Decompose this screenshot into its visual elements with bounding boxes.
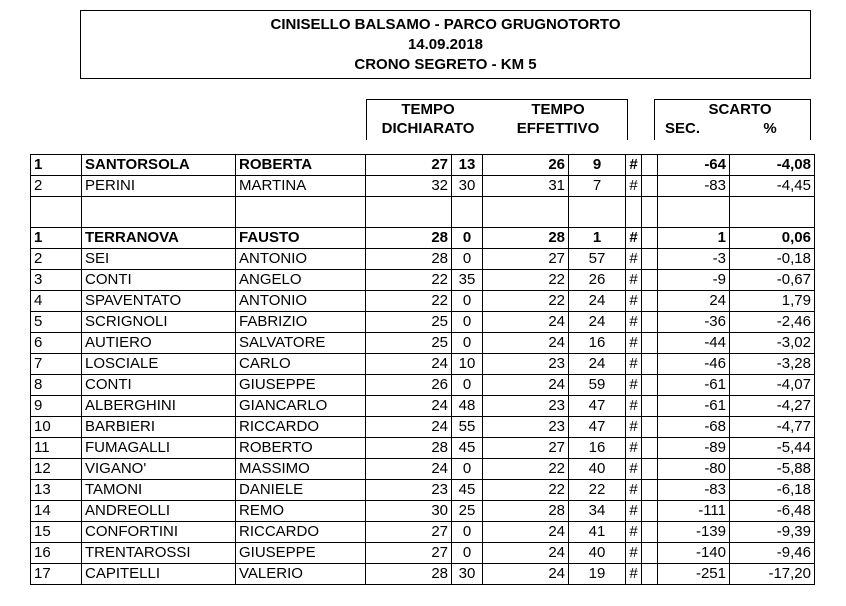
position-cell: 6: [31, 333, 82, 354]
gap-percent-cell: -4,45: [730, 176, 815, 197]
position-cell: 2: [31, 249, 82, 270]
gap-percent-cell: -4,07: [730, 375, 815, 396]
surname-cell: TRENTAROSSI: [82, 543, 236, 564]
declared-seconds-cell: 35: [452, 270, 483, 291]
actual-seconds-cell: 16: [569, 333, 626, 354]
empty-cell: [642, 354, 658, 375]
surname-cell: VIGANO': [82, 459, 236, 480]
table-row: [31, 176, 815, 197]
actual-minutes-cell: 22: [483, 459, 569, 480]
actual-minutes-cell: 27: [483, 249, 569, 270]
header-tempo-label: TEMPO: [531, 101, 585, 118]
hash-cell: #: [626, 333, 642, 354]
gap-seconds-cell: -44: [658, 333, 730, 354]
declared-seconds-cell: 0: [452, 228, 483, 249]
surname-cell: SCRIGNOLI: [82, 312, 236, 333]
declared-seconds-cell: 55: [452, 417, 483, 438]
empty-cell: [642, 176, 658, 197]
gap-seconds-cell: -68: [658, 417, 730, 438]
surname-cell: TERRANOVA: [82, 228, 236, 249]
header-tempo-effettivo: [500, 100, 616, 138]
header-pct: %: [763, 120, 777, 137]
hash-cell: #: [626, 375, 642, 396]
declared-seconds-cell: 0: [452, 291, 483, 312]
declared-seconds-cell: 0: [452, 543, 483, 564]
position-cell: 17: [31, 564, 82, 585]
declared-seconds-cell: 30: [452, 564, 483, 585]
declared-seconds-cell: 48: [452, 396, 483, 417]
declared-seconds-cell: 0: [452, 312, 483, 333]
table-row: [31, 291, 815, 312]
header-scarto: SCARTO: [708, 101, 772, 118]
declared-minutes-cell: 23: [366, 480, 452, 501]
table-row: [31, 543, 815, 564]
actual-seconds-cell: 19: [569, 564, 626, 585]
group-separator: [31, 197, 815, 228]
surname-cell: ALBERGHINI: [82, 396, 236, 417]
hash-cell: #: [626, 228, 642, 249]
surname-cell: CONTI: [82, 270, 236, 291]
empty-cell: [642, 375, 658, 396]
actual-seconds-cell: 9: [569, 155, 626, 176]
gap-percent-cell: -5,44: [730, 438, 815, 459]
first-name-cell: ANTONIO: [236, 249, 366, 270]
gap-percent-cell: -3,02: [730, 333, 815, 354]
header-tempo-dichiarato: [370, 100, 486, 138]
surname-cell: AUTIERO: [82, 333, 236, 354]
declared-minutes-cell: 28: [366, 438, 452, 459]
gap-seconds-cell: -9: [658, 270, 730, 291]
first-name-cell: GIANCARLO: [236, 396, 366, 417]
hash-cell: #: [626, 522, 642, 543]
results-table: [30, 154, 815, 585]
first-name-cell: ANTONIO: [236, 291, 366, 312]
declared-minutes-cell: 27: [366, 522, 452, 543]
gap-percent-cell: -4,27: [730, 396, 815, 417]
table-row: [31, 438, 815, 459]
actual-seconds-cell: 40: [569, 543, 626, 564]
hash-cell: #: [626, 354, 642, 375]
table-row: [31, 228, 815, 249]
empty-cell: [642, 480, 658, 501]
gap-seconds-cell: 1: [658, 228, 730, 249]
hash-cell: #: [626, 564, 642, 585]
gap-seconds-cell: -61: [658, 375, 730, 396]
declared-minutes-cell: 28: [366, 228, 452, 249]
actual-seconds-cell: 57: [569, 249, 626, 270]
table-row: [31, 459, 815, 480]
hash-cell: #: [626, 312, 642, 333]
actual-minutes-cell: 23: [483, 396, 569, 417]
declared-minutes-cell: 25: [366, 312, 452, 333]
position-cell: 5: [31, 312, 82, 333]
gap-percent-cell: -9,39: [730, 522, 815, 543]
gap-seconds-cell: -111: [658, 501, 730, 522]
first-name-cell: GIUSEPPE: [236, 543, 366, 564]
gap-seconds-cell: -64: [658, 155, 730, 176]
first-name-cell: REMO: [236, 501, 366, 522]
actual-seconds-cell: 40: [569, 459, 626, 480]
gap-percent-cell: -0,67: [730, 270, 815, 291]
header-tempo-label: TEMPO: [401, 101, 455, 118]
header-sec: SEC.: [665, 120, 701, 137]
surname-cell: SANTORSOLA: [82, 155, 236, 176]
first-name-cell: MASSIMO: [236, 459, 366, 480]
empty-cell: [642, 543, 658, 564]
event-title-box: [80, 10, 811, 79]
declared-minutes-cell: 24: [366, 396, 452, 417]
gap-percent-cell: -4,08: [730, 155, 815, 176]
hash-cell: #: [626, 155, 642, 176]
hash-cell: #: [626, 459, 642, 480]
hash-cell: #: [626, 291, 642, 312]
declared-minutes-cell: 26: [366, 375, 452, 396]
position-cell: 1: [31, 228, 82, 249]
hash-cell: #: [626, 438, 642, 459]
hash-cell: #: [626, 270, 642, 291]
actual-seconds-cell: 24: [569, 312, 626, 333]
first-name-cell: FAUSTO: [236, 228, 366, 249]
gap-percent-cell: -9,46: [730, 543, 815, 564]
empty-cell: [642, 438, 658, 459]
table-row: [31, 312, 815, 333]
table-row: [31, 522, 815, 543]
position-cell: 13: [31, 480, 82, 501]
actual-seconds-cell: 1: [569, 228, 626, 249]
gap-seconds-cell: -61: [658, 396, 730, 417]
declared-minutes-cell: 32: [366, 176, 452, 197]
declared-minutes-cell: 27: [366, 543, 452, 564]
surname-cell: BARBIERI: [82, 417, 236, 438]
first-name-cell: ROBERTA: [236, 155, 366, 176]
actual-seconds-cell: 34: [569, 501, 626, 522]
empty-cell: [642, 312, 658, 333]
gap-seconds-cell: -80: [658, 459, 730, 480]
gap-seconds-cell: -139: [658, 522, 730, 543]
declared-seconds-cell: 45: [452, 480, 483, 501]
actual-seconds-cell: 24: [569, 354, 626, 375]
empty-cell: [642, 155, 658, 176]
declared-seconds-cell: 13: [452, 155, 483, 176]
declared-minutes-cell: 28: [366, 564, 452, 585]
gap-percent-cell: -6,48: [730, 501, 815, 522]
actual-minutes-cell: 27: [483, 438, 569, 459]
gap-seconds-cell: -140: [658, 543, 730, 564]
empty-cell: [642, 249, 658, 270]
declared-seconds-cell: 0: [452, 333, 483, 354]
declared-seconds-cell: 0: [452, 375, 483, 396]
position-cell: 2: [31, 176, 82, 197]
surname-cell: SEI: [82, 249, 236, 270]
gap-seconds-cell: -3: [658, 249, 730, 270]
declared-seconds-cell: 0: [452, 249, 483, 270]
hash-cell: #: [626, 543, 642, 564]
declared-seconds-cell: 25: [452, 501, 483, 522]
actual-seconds-cell: 47: [569, 396, 626, 417]
hash-cell: #: [626, 417, 642, 438]
actual-minutes-cell: 23: [483, 417, 569, 438]
surname-cell: TAMONI: [82, 480, 236, 501]
surname-cell: CONTI: [82, 375, 236, 396]
surname-cell: ANDREOLLI: [82, 501, 236, 522]
position-cell: 12: [31, 459, 82, 480]
gap-percent-cell: -17,20: [730, 564, 815, 585]
event-date: 14.09.2018: [407, 36, 484, 53]
actual-minutes-cell: 24: [483, 375, 569, 396]
empty-cell: [642, 417, 658, 438]
position-cell: 7: [31, 354, 82, 375]
gap-seconds-cell: -83: [658, 480, 730, 501]
position-cell: 1: [31, 155, 82, 176]
gap-percent-cell: -2,46: [730, 312, 815, 333]
header-dichiarato-label: DICHIARATO: [381, 120, 475, 137]
position-cell: 14: [31, 501, 82, 522]
gap-percent-cell: -0,18: [730, 249, 815, 270]
event-subtitle: CRONO SEGRETO - KM 5: [354, 56, 537, 73]
position-cell: 9: [31, 396, 82, 417]
table-row: [31, 564, 815, 585]
actual-minutes-cell: 24: [483, 564, 569, 585]
gap-seconds-cell: -36: [658, 312, 730, 333]
declared-seconds-cell: 0: [452, 459, 483, 480]
empty-cell: [642, 564, 658, 585]
position-cell: 4: [31, 291, 82, 312]
header-effettivo-label: EFFETTIVO: [516, 120, 600, 137]
position-cell: 11: [31, 438, 82, 459]
first-name-cell: VALERIO: [236, 564, 366, 585]
first-name-cell: ROBERTO: [236, 438, 366, 459]
declared-minutes-cell: 22: [366, 291, 452, 312]
surname-cell: PERINI: [82, 176, 236, 197]
first-name-cell: FABRIZIO: [236, 312, 366, 333]
declared-minutes-cell: 27: [366, 155, 452, 176]
first-name-cell: RICCARDO: [236, 417, 366, 438]
table-row: [31, 249, 815, 270]
first-name-cell: RICCARDO: [236, 522, 366, 543]
position-cell: 10: [31, 417, 82, 438]
gap-percent-cell: -5,88: [730, 459, 815, 480]
gap-percent-cell: -3,28: [730, 354, 815, 375]
declared-minutes-cell: 24: [366, 354, 452, 375]
gap-seconds-cell: 24: [658, 291, 730, 312]
declared-minutes-cell: 24: [366, 417, 452, 438]
actual-minutes-cell: 24: [483, 522, 569, 543]
actual-seconds-cell: 16: [569, 438, 626, 459]
actual-minutes-cell: 31: [483, 176, 569, 197]
empty-cell: [642, 270, 658, 291]
actual-minutes-cell: 22: [483, 480, 569, 501]
hash-cell: #: [626, 396, 642, 417]
actual-seconds-cell: 47: [569, 417, 626, 438]
gap-percent-cell: -4,77: [730, 417, 815, 438]
gap-seconds-cell: -83: [658, 176, 730, 197]
actual-minutes-cell: 22: [483, 291, 569, 312]
table-row: [31, 333, 815, 354]
gap-percent-cell: 1,79: [730, 291, 815, 312]
empty-cell: [642, 396, 658, 417]
first-name-cell: SALVATORE: [236, 333, 366, 354]
first-name-cell: CARLO: [236, 354, 366, 375]
surname-cell: CAPITELLI: [82, 564, 236, 585]
declared-seconds-cell: 10: [452, 354, 483, 375]
position-cell: 3: [31, 270, 82, 291]
actual-seconds-cell: 26: [569, 270, 626, 291]
surname-cell: SPAVENTATO: [82, 291, 236, 312]
gap-percent-cell: 0,06: [730, 228, 815, 249]
gap-seconds-cell: -251: [658, 564, 730, 585]
empty-cell: [642, 333, 658, 354]
actual-minutes-cell: 24: [483, 312, 569, 333]
actual-seconds-cell: 7: [569, 176, 626, 197]
hash-cell: #: [626, 480, 642, 501]
group-1-rows: [31, 155, 815, 197]
table-row: [31, 417, 815, 438]
first-name-cell: ANGELO: [236, 270, 366, 291]
actual-seconds-cell: 22: [569, 480, 626, 501]
surname-cell: CONFORTINI: [82, 522, 236, 543]
actual-minutes-cell: 24: [483, 543, 569, 564]
table-row: [31, 270, 815, 291]
position-cell: 8: [31, 375, 82, 396]
actual-minutes-cell: 28: [483, 228, 569, 249]
first-name-cell: MARTINA: [236, 176, 366, 197]
empty-cell: [642, 522, 658, 543]
surname-cell: LOSCIALE: [82, 354, 236, 375]
actual-seconds-cell: 24: [569, 291, 626, 312]
hash-cell: #: [626, 501, 642, 522]
actual-minutes-cell: 22: [483, 270, 569, 291]
actual-minutes-cell: 26: [483, 155, 569, 176]
declared-minutes-cell: 30: [366, 501, 452, 522]
actual-minutes-cell: 28: [483, 501, 569, 522]
gap-seconds-cell: -46: [658, 354, 730, 375]
first-name-cell: GIUSEPPE: [236, 375, 366, 396]
table-row: [31, 354, 815, 375]
table-row: [31, 480, 815, 501]
empty-cell: [642, 501, 658, 522]
actual-seconds-cell: 59: [569, 375, 626, 396]
surname-cell: FUMAGALLI: [82, 438, 236, 459]
event-title: CINISELLO BALSAMO - PARCO GRUGNOTORTO: [270, 16, 621, 33]
declared-minutes-cell: 25: [366, 333, 452, 354]
empty-cell: [642, 291, 658, 312]
declared-minutes-cell: 24: [366, 459, 452, 480]
gap-percent-cell: -6,18: [730, 480, 815, 501]
empty-cell: [642, 228, 658, 249]
declared-seconds-cell: 30: [452, 176, 483, 197]
declared-seconds-cell: 0: [452, 522, 483, 543]
declared-minutes-cell: 22: [366, 270, 452, 291]
hash-cell: #: [626, 176, 642, 197]
group-2-rows: [31, 228, 815, 585]
gap-seconds-cell: -89: [658, 438, 730, 459]
first-name-cell: DANIELE: [236, 480, 366, 501]
actual-minutes-cell: 23: [483, 354, 569, 375]
position-cell: 15: [31, 522, 82, 543]
table-row: [31, 396, 815, 417]
table-row: [31, 155, 815, 176]
empty-cell: [642, 459, 658, 480]
declared-minutes-cell: 28: [366, 249, 452, 270]
hash-cell: #: [626, 249, 642, 270]
actual-minutes-cell: 24: [483, 333, 569, 354]
table-row: [31, 501, 815, 522]
declared-seconds-cell: 45: [452, 438, 483, 459]
position-cell: 16: [31, 543, 82, 564]
table-row: [31, 375, 815, 396]
actual-seconds-cell: 41: [569, 522, 626, 543]
